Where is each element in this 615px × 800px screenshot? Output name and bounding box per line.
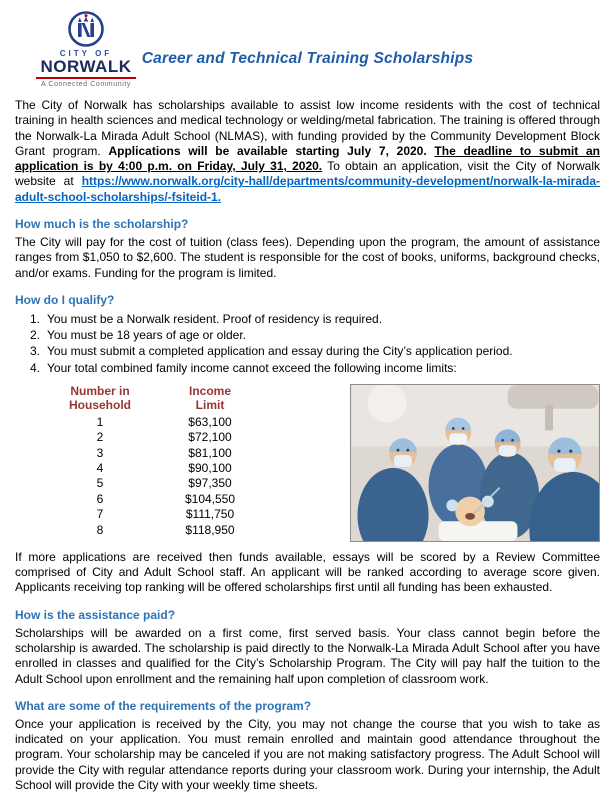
household-size: 4 (96, 461, 104, 475)
income-limit: $90,100 (188, 461, 232, 475)
section-heading-assistance: How is the assistance paid? (15, 607, 176, 622)
list-item-number: 3. (30, 344, 41, 359)
how-much-paragraph: The City will pay for the cost of tuition (class fees). Depending upon the program, the amount of assistance ranges from $1,050 to $2,600. The student is responsible for the cost of books, uniforms, background checks, and/or exams. Funding for the program is limited. (15, 235, 600, 280)
list-item (15, 360, 600, 376)
income-table-and-photo (15, 384, 600, 542)
list-item (15, 311, 600, 327)
table-row (55, 507, 275, 522)
table-row (55, 415, 275, 430)
section-heading-requirements: What are some of the requirements of the program? (15, 698, 312, 713)
norwalk-seal-icon (67, 10, 105, 48)
household-size: 7 (96, 507, 104, 522)
logo-tagline: A Connected Community (40, 81, 132, 88)
income-limit: $104,550 (184, 491, 236, 506)
dental-training-photo (350, 384, 600, 542)
household-size: 1 (96, 414, 104, 429)
table-row (55, 492, 275, 507)
list-item-text: You must submit a completed application and essay during the City’s application period. (47, 344, 513, 359)
list-item-number: 4. (30, 360, 41, 375)
household-size: 8 (96, 522, 104, 537)
income-table-header-row (55, 384, 275, 415)
logo-norwalk-text: NORWALK (40, 57, 132, 76)
dental-training-photo-illustration (351, 385, 599, 541)
table-row (55, 523, 275, 538)
household-size: 3 (96, 445, 104, 460)
income-limit: $72,100 (188, 430, 232, 445)
qualification-list (15, 311, 600, 376)
household-size: 5 (96, 476, 104, 491)
table-row (55, 461, 275, 476)
page-title: Career and Technical Training Scholarships (141, 50, 474, 67)
intro-text-1: The City of Norwalk has scholarships available to assist low income residents with the cost of technical training in health sciences and medical technology or welding/metal fabrication. The training is offered through the Norwalk-La Mirada Adult School (NLMAS), with funding provided by the Community Development Block Grant program. (15, 98, 600, 158)
household-column-header: Number in Household (69, 383, 131, 413)
logo-red-rule (36, 77, 136, 79)
list-item (15, 343, 600, 359)
norwalk-website-link[interactable]: https://www.norwalk.org/city-hall/departments/community-development/norwalk-la-mirada-adult-school-scholarships/-fsiteid-1 (15, 174, 600, 204)
logo-city-of-text: CITY OF (59, 49, 113, 58)
section-heading-how-much: How much is the scholarship? (15, 217, 189, 232)
income-limit: $118,950 (185, 522, 235, 537)
requirements-paragraph: Once your application is received by the City, you may not change the course that you wish to take as indicated on your application. You must remain enrolled and maintain good attendance throughout the program. Your scholarship may be canceled if you are not making satisfactory progress. The Adult School will provide the City with regular attendance reports during your classroom work. During your internship, the Adult School will provide the City with your weekly time sheets. (15, 716, 600, 793)
table-row (55, 476, 275, 491)
assistance-paragraph: Scholarships will be awarded on a first come, first served basis. Your class cannot begin before the scholarship is awarded. The scholarship is paid directly to the Norwalk-La Mirada Adult School after you have enrolled in classes and qualified for the City’s Scholarship Program. The City will pay half the tuition to the Adult School upon enrollment and the remaining half upon completion of classroom work. (15, 625, 600, 686)
review-committee-paragraph: If more applications are received then funds available, essays will be scored by a Review Committee comprised of City and Adult School staff. An applicant will be ranked according to average score given. Applicants receiving top ranking will be offered scholarships first until all funding has been exhausted. (15, 549, 600, 595)
table-row (55, 446, 275, 461)
household-size: 6 (96, 491, 104, 506)
income-limit: $97,350 (188, 476, 232, 491)
income-limits-table (55, 384, 275, 538)
intro-paragraph (15, 98, 600, 205)
table-row (55, 430, 275, 445)
income-limit: $111,750 (185, 507, 235, 522)
income-limit: $63,100 (188, 414, 232, 429)
list-item-text: You must be a Norwalk resident. Proof of residency is required. (47, 311, 383, 326)
income-limit: $81,100 (188, 445, 232, 460)
document-header (15, 10, 600, 98)
list-item-text: You must be 18 years of age or older. (47, 328, 247, 343)
city-of-norwalk-logo (27, 10, 145, 88)
intro-bold-availability: Applications will be available starting July 7, 2020. (108, 143, 435, 158)
list-item-text: Your total combined family income cannot exceed the following income limits: (47, 360, 457, 375)
income-column-header: Income Limit (188, 383, 231, 413)
section-heading-qualify: How do I qualify? (15, 292, 115, 307)
household-size: 2 (96, 430, 104, 445)
list-item-number: 2. (30, 328, 41, 343)
list-item-number: 1. (30, 311, 41, 326)
intro-text-2: To obtain an application, visit the City of Norwalk website at (15, 159, 601, 189)
intro-link-period: . (217, 189, 222, 204)
intro-deadline-text: The deadline to submit an application is by 4:00 p.m. on Friday, July 31, 2020. (15, 143, 600, 174)
list-item (15, 327, 600, 343)
